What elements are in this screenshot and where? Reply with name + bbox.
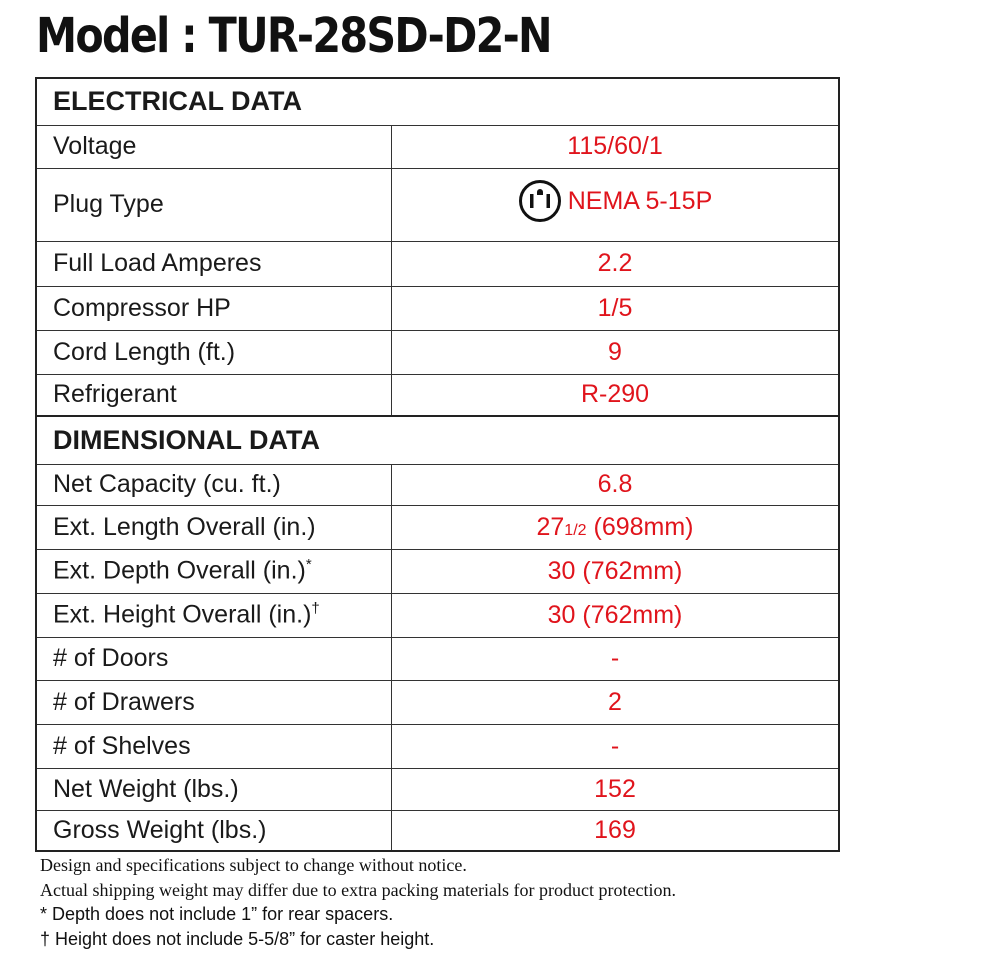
length-value <box>392 505 840 549</box>
length-whole: 27 <box>536 512 565 541</box>
height-label: Ext. Height Overall (in.) <box>53 600 312 629</box>
voltage-value: 115/60/1 <box>392 125 840 168</box>
hp-value: 1/5 <box>392 286 840 330</box>
electrical-heading: ELECTRICAL DATA <box>36 78 839 125</box>
table-row <box>36 241 839 286</box>
table-row <box>36 810 839 851</box>
table-row <box>36 593 839 637</box>
table-row <box>36 330 839 374</box>
amps-value: 2.2 <box>392 241 840 286</box>
refrigerant-value: R-290 <box>392 374 840 416</box>
drawers-label: # of Drawers <box>36 680 392 724</box>
shelves-label: # of Shelves <box>36 724 392 768</box>
plug-value: NEMA 5-15P <box>567 186 713 215</box>
depth-value: 30 (762mm) <box>392 549 840 593</box>
doors-label: # of Doors <box>36 637 392 680</box>
depth-label-cell <box>36 549 392 593</box>
plug-value-cell <box>392 168 840 241</box>
height-label-cell <box>36 593 392 637</box>
gross-weight-value: 169 <box>392 810 840 851</box>
table-row <box>36 464 839 505</box>
plug-label: Plug Type <box>36 168 392 241</box>
table-row <box>36 125 839 168</box>
footnotes <box>40 853 676 951</box>
table-row <box>36 286 839 330</box>
table-row <box>36 768 839 810</box>
length-fraction: 1/2 <box>564 521 587 539</box>
net-weight-value: 152 <box>392 768 840 810</box>
table-row <box>36 505 839 549</box>
net-weight-label: Net Weight (lbs.) <box>36 768 392 810</box>
table-row <box>36 168 839 241</box>
capacity-label: Net Capacity (cu. ft.) <box>36 464 392 505</box>
spec-table <box>35 77 840 852</box>
cord-label: Cord Length (ft.) <box>36 330 392 374</box>
voltage-label: Voltage <box>36 125 392 168</box>
length-label: Ext. Length Overall (in.) <box>36 505 392 549</box>
drawers-value: 2 <box>392 680 840 724</box>
nema-5-15p-plug-icon <box>518 179 562 223</box>
shelves-value: - <box>392 724 840 768</box>
table-row <box>36 724 839 768</box>
dimensional-heading: DIMENSIONAL DATA <box>36 416 839 464</box>
hp-label: Compressor HP <box>36 286 392 330</box>
amps-label: Full Load Amperes <box>36 241 392 286</box>
note-depth: * Depth does not include 1” for rear spacers. <box>40 904 394 924</box>
note-height: † Height does not include 5-5/8” for caster height. <box>40 928 435 949</box>
depth-footnote-mark: * <box>305 556 312 574</box>
table-row <box>36 637 839 680</box>
cord-value: 9 <box>392 330 840 374</box>
section-electrical <box>36 78 839 125</box>
depth-label: Ext. Depth Overall (in.) <box>53 556 306 585</box>
height-footnote-mark: † <box>311 600 320 618</box>
table-row <box>36 549 839 593</box>
page-title: Model : TUR-28SD-D2-N <box>36 8 551 64</box>
capacity-value: 6.8 <box>392 464 840 505</box>
note-shipping: Actual shipping weight may differ due to extra packing materials for product protection. <box>40 879 676 900</box>
gross-weight-label: Gross Weight (lbs.) <box>36 810 392 851</box>
table-row <box>36 374 839 416</box>
length-rest: (698mm) <box>586 512 694 541</box>
height-value: 30 (762mm) <box>392 593 840 637</box>
note-design: Design and specifications subject to change without notice. <box>40 855 467 875</box>
table-row <box>36 680 839 724</box>
doors-value: - <box>392 637 840 680</box>
section-dimensional <box>36 416 839 464</box>
refrigerant-label: Refrigerant <box>36 374 392 416</box>
